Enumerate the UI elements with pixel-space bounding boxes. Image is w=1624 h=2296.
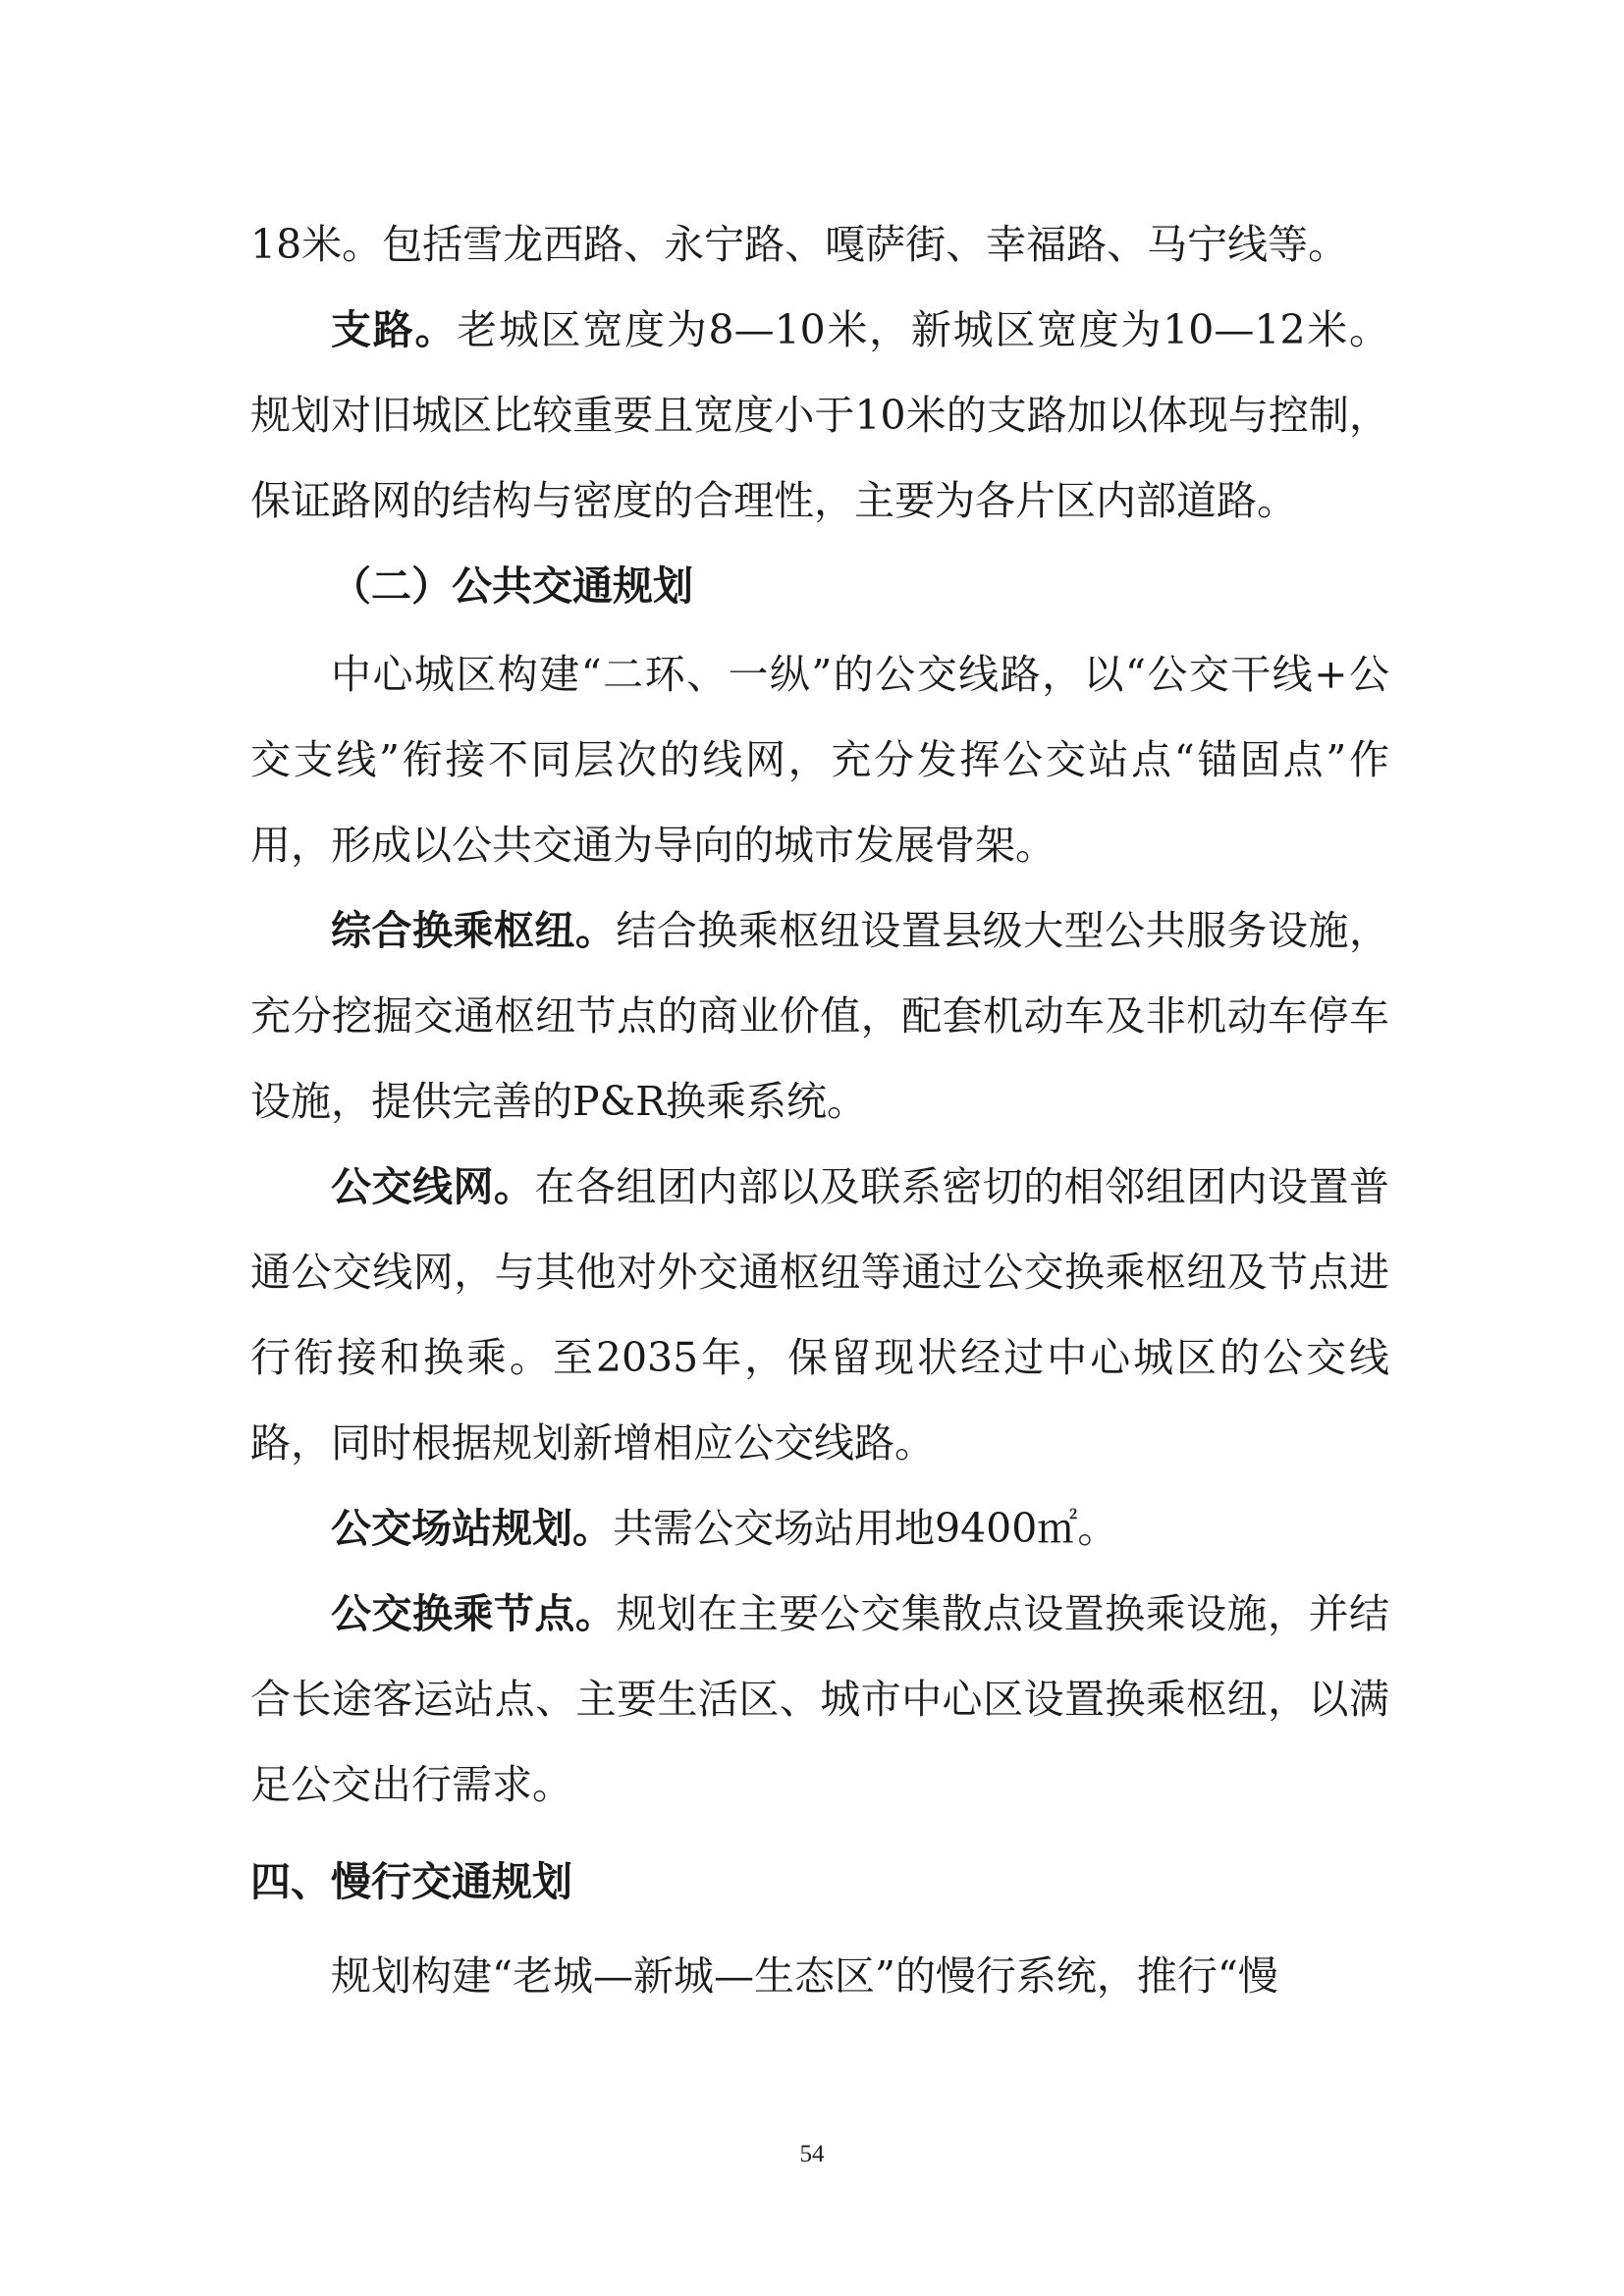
- paragraph-text: 规划在主要公交集散点设置换乘设施，并结合长途客运站点、主要生活区、城市中心区设置换乘枢纽，以满足公交出行需求。: [250, 1590, 1389, 1808]
- paragraph-text: 老城区宽度为8—10米，新城区宽度为10—12米。规划对旧城区比较重要且宽度小于10米的支路加以体现与控制，保证路网的结构与密度的合理性，主要为各片区内部道路。: [250, 306, 1390, 524]
- paragraph-text: 结合换乘枢纽设置县级大型公共服务设施，充分挖掘交通枢纽节点的商业价值，配套机动车及非机动车停车设施，提供完善的P&R换乘系统。: [250, 907, 1389, 1125]
- paragraph-lead: 公交场站规划。: [331, 1505, 613, 1552]
- paragraph-text: 中心城区构建“二环、一纵”的公交线路，以“公交干线+公交支线”衔接不同层次的线网，充分发挥公交站点“锚固点”作用，形成以公共交通为导向的城市发展骨架。: [250, 651, 1389, 869]
- paragraph-bus-depots: [250, 1486, 1389, 1572]
- paragraph-transfer-nodes: [250, 1572, 1389, 1828]
- paragraph-text: 在各组团内部以及联系密切的相邻组团内设置普通公交线网，与其他对外交通枢纽等通过公交换乘枢纽及节点进行衔接和换乘。至2035年，保留现状经过中心城区的公交线路，同时根据规划新增相应公交线路。: [250, 1163, 1390, 1467]
- paragraph-text: 共需公交场站用地9400㎡。: [613, 1505, 1118, 1552]
- paragraph-lead: 公交换乘节点。: [331, 1590, 617, 1637]
- paragraph-continuation: [250, 202, 1389, 288]
- paragraph-lead: 支路。: [331, 306, 458, 353]
- paragraph-bus-network-intro: [250, 632, 1389, 888]
- paragraph-slow-traffic: [250, 1934, 1389, 2019]
- paragraph-transfer-hub: [250, 888, 1389, 1145]
- paragraph-branch-roads: [250, 288, 1389, 544]
- paragraph-text: 18米。包括雪龙西路、永宁路、嘎萨街、幸福路、马宁线等。: [250, 221, 1349, 268]
- heading-text: 四、慢行交通规划: [250, 1858, 572, 1905]
- paragraph-text: 规划构建“老城—新城—生态区”的慢行系统，推行“慢: [331, 1952, 1278, 2000]
- paragraph-lead: 公交线网。: [331, 1163, 535, 1210]
- paragraph-bus-lines: [250, 1145, 1389, 1486]
- section-heading: [250, 1840, 1389, 1934]
- section-subheading: [250, 544, 1389, 632]
- page-number: 54: [799, 2141, 825, 2167]
- subheading-text: （二）公共交通规划: [331, 562, 693, 610]
- paragraph-lead: 综合换乘枢纽。: [331, 907, 617, 954]
- body-text: [250, 202, 1389, 2019]
